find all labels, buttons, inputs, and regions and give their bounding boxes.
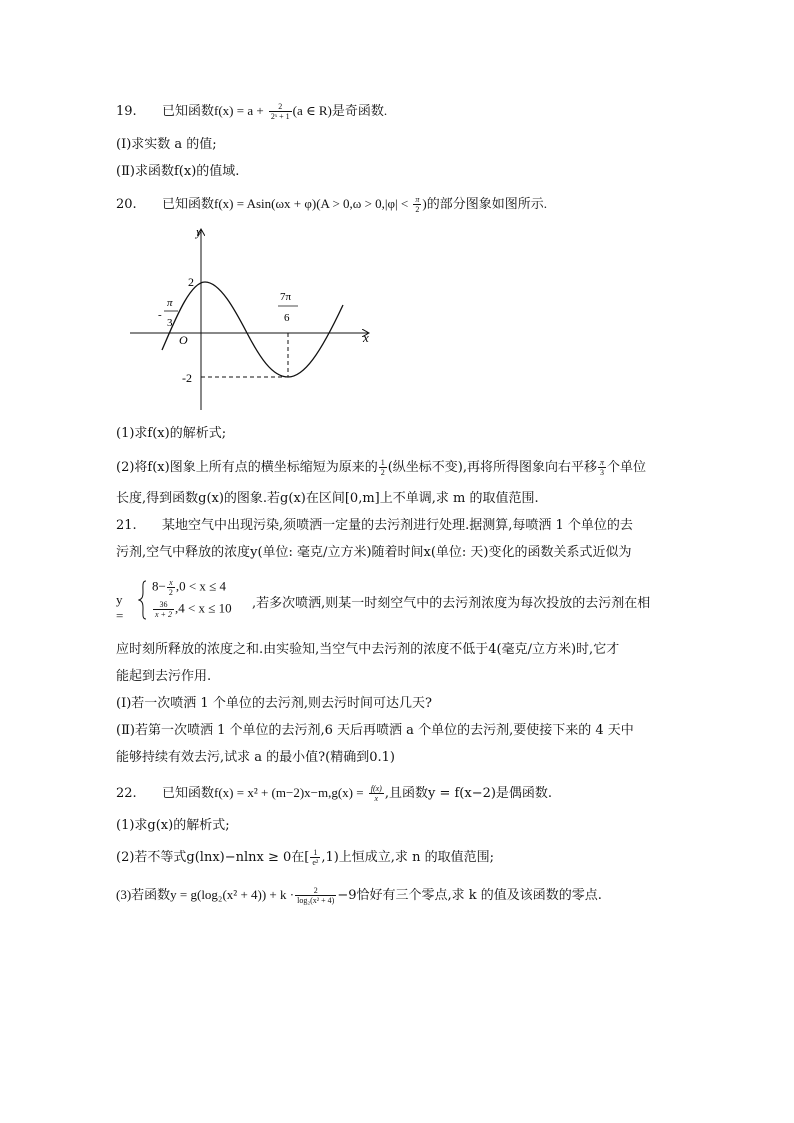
q20-fraction (413, 195, 421, 214)
q20-part2-frac2 (598, 458, 606, 477)
q20-lead: 已知函数f(x) = Asin(ωx + φ)(A > 0,ω > 0,|φ| < (162, 196, 409, 211)
q20-part2-a: (2)将f(x)图象上所有点的横坐标缩短为原来的 (116, 460, 378, 475)
q21-case2-frac (153, 600, 174, 619)
q22-part1: (1)求g(x)的解析式; (116, 818, 230, 833)
left-num: π (167, 297, 173, 309)
q19-part1: (Ⅰ)求实数 a 的值; (116, 137, 217, 152)
q21-stem-line2: 污剂,空气中释放的浓度y(单位: 毫克/立方米)随着时间x(单位: 天)变化的函数关系式近似为 (116, 545, 632, 560)
q19-frac-num: 2 (269, 102, 292, 112)
q21-case1-den: 2 (168, 588, 173, 597)
q21-case1-frac (167, 578, 175, 597)
q19-lead: 已知函数f(x) = a + (162, 103, 264, 118)
q21-case1-num: x (167, 578, 175, 588)
q21-case1-a: 8− (152, 578, 166, 594)
q20-stem (116, 195, 547, 214)
q20-part2-b: (纵坐标不变),再将所得图象向右平移 (387, 460, 597, 475)
q22-part3-b: −9恰好有三个零点,求 k 的值及该函数的零点. (337, 888, 602, 903)
q22-fraction (369, 784, 384, 803)
q22-frac-den: x (374, 794, 379, 803)
q19-part2: (Ⅱ)求函数f(x)的值域. (116, 164, 240, 179)
q22-frac-num: f(x) (370, 784, 382, 793)
q20-part2 (116, 458, 646, 477)
q21-part3: 能够持续有效去污,试求 a 的最小值?(精确到0.1) (116, 750, 395, 765)
y-axis-label: y (196, 224, 202, 239)
q22-p3-num: 2 (295, 886, 336, 896)
max-label: 2 (188, 275, 194, 289)
q22-part3 (116, 886, 602, 905)
q22-tail: ,且函数y = f(x−2)是偶函数. (384, 786, 553, 801)
q22-part3-a: (3)若函数y = g(log₂(x² + 4)) + k · (116, 887, 295, 902)
left-den: 3 (167, 317, 173, 329)
q20-frac-den: 2 (415, 205, 420, 214)
q21-case2-b: ,4 < x ≤ 10 (174, 600, 232, 616)
q21-case2 (152, 600, 232, 619)
q21-case1-b: ,0 < x ≤ 4 (175, 578, 227, 594)
right-num: 7π (280, 291, 292, 303)
q21-line4: 应时刻所释放的浓度之和.由实验知,当空气中去污剂的浓度不低于4(毫克/立方米)时,它才 (116, 642, 620, 657)
q22-part2-frac (310, 848, 320, 867)
q22-part2-b: ,1)上恒成立,求 n 的取值范围; (321, 850, 494, 865)
q20-part2-frac1 (379, 458, 387, 477)
brace-icon (138, 580, 148, 620)
q22-p2-den: e² (312, 858, 319, 867)
x-axis-label: x (363, 330, 369, 345)
q20-frac-num: π (415, 195, 420, 204)
q21-y-eq: y = (116, 592, 124, 623)
q21-case1 (152, 578, 226, 597)
q22-part2 (116, 848, 494, 867)
q19-frac-den: 2ˣ + 1 (270, 112, 290, 121)
q19-fraction (269, 102, 292, 121)
q20-p2-f2-den: 3 (599, 468, 604, 477)
q21-part1: (Ⅰ)若一次喷洒 1 个单位的去污剂,则去污时间可达几天? (116, 696, 432, 711)
q19-stem (116, 102, 387, 121)
q22-part3-frac (295, 886, 336, 905)
q21-case2-den: x + 2 (155, 610, 172, 619)
q20-part3: 长度,得到函数g(x)的图象.若g(x)在区间[0,m]上不单调,求 m 的取值范围. (116, 491, 539, 506)
q22-lead: 已知函数f(x) = x² + (m−2)x−m,g(x) = (162, 785, 364, 800)
q22-stem (116, 784, 552, 803)
q22-p3-den: log₂(x² + 4) (297, 896, 335, 905)
q21-line3-tail: ,若多次喷洒,则某一时刻空气中的去污剂浓度为每次投放的去污剂在相 (252, 596, 651, 611)
q19-tail: (a ∈ R)是奇函数. (292, 103, 388, 118)
sine-graph (120, 220, 380, 420)
q20-tail: )的部分图象如图所示. (422, 196, 547, 211)
q21-line1-text: 某地空气中出现污染,须喷洒一定量的去污剂进行处理.据测算,每喷洒 1 个单位的去 (162, 518, 633, 533)
q20-p2-f1-num: 1 (380, 458, 385, 467)
q22-p2-num: 1 (310, 848, 320, 858)
q21-line5: 能起到去污作用. (116, 669, 212, 684)
q20-part2-c: 个单位 (607, 460, 647, 475)
q22-number: 22. (116, 786, 137, 801)
q22-part2-a: (2)若不等式g(lnx)−nlnx ≥ 0在[ (116, 850, 310, 865)
q20-p2-f2-num: π (599, 458, 604, 467)
q20-number: 20. (116, 197, 137, 212)
q20-p2-f1-den: 2 (380, 468, 385, 477)
q21-case2-num: 36 (153, 600, 174, 610)
q19-number: 19. (116, 104, 137, 119)
q21-stem-line1 (116, 517, 633, 535)
right-den: 6 (284, 312, 290, 324)
q20-part1: (1)求f(x)的解析式; (116, 426, 227, 441)
sine-curve (162, 282, 343, 377)
min-label: -2 (182, 371, 192, 385)
origin-label: O (179, 333, 188, 347)
q21-number: 21. (116, 518, 137, 533)
left-sign: - (158, 309, 162, 321)
q21-part2: (Ⅱ)若第一次喷洒 1 个单位的去污剂,6 天后再喷洒 a 个单位的去污剂,要使接下来的 4 天中 (116, 723, 634, 738)
